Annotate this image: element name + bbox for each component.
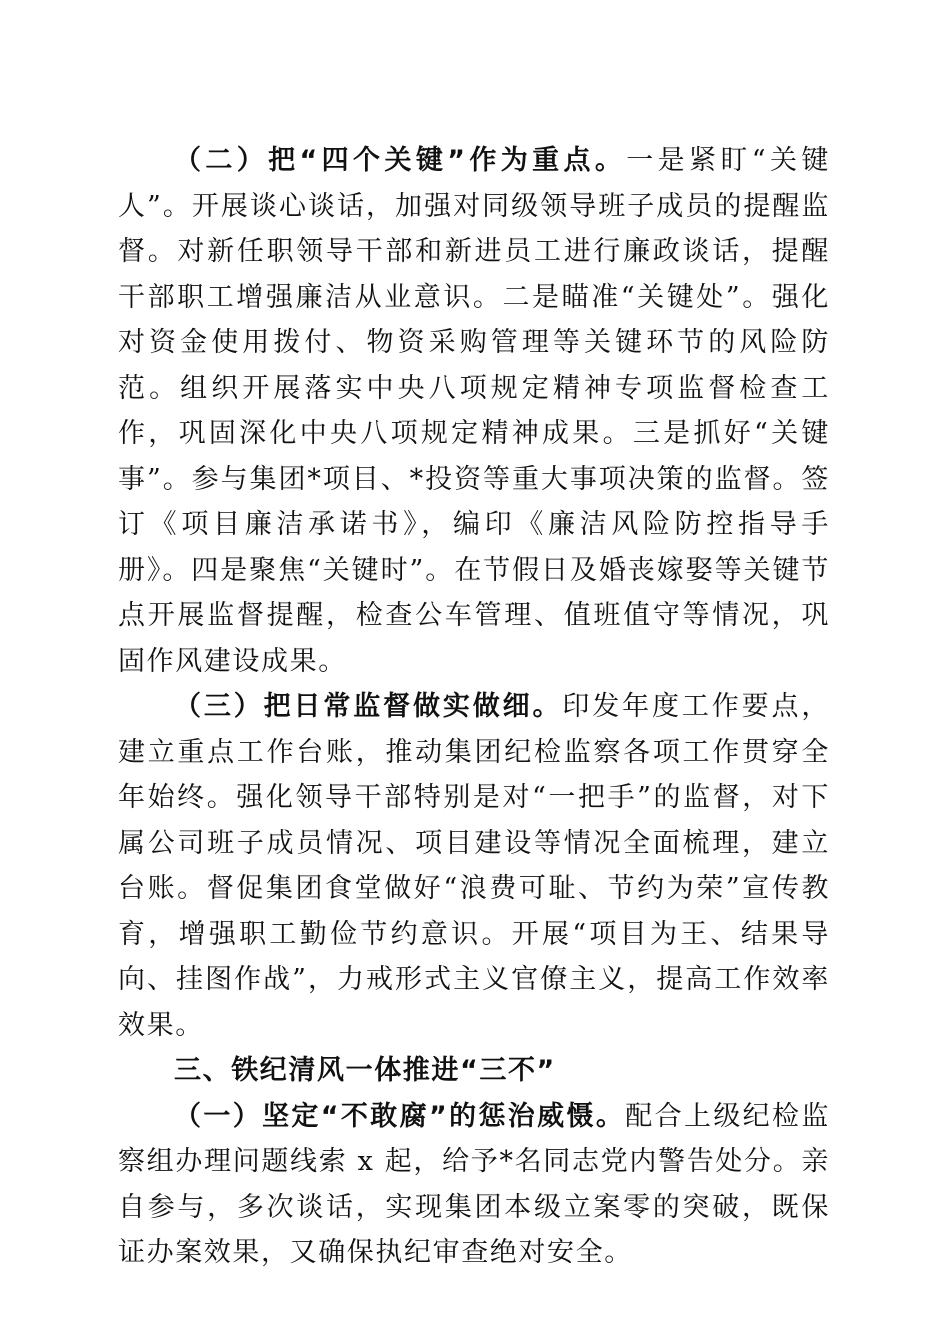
- document-body: [118, 138, 830, 1276]
- paragraph-four-keys: [118, 138, 830, 684]
- paragraph-text: 配合上级纪检监察组办理问题线索 x 起，给予*名同志党内警告处分。亲自参与，多次谈话，实现集团本级立案零的突破，既保证办案效果，又确保执纪审查绝对安全。: [118, 1100, 831, 1268]
- paragraph-text: 一是紧盯“关键人”。开展谈心谈话，加强对同级领导班子成员的提醒监督。对新任职领导干部和新进员工进行廉政谈话，提醒干部职工增强廉洁从业意识。二是瞄准“关键处”。强化对资金使用拨付、物资采购管理等关键环节的风险防范。组织开展落实中央八项规定精神专项监督检查工作，巩固深化中央八项规定精神成果。三是抓好“关键事”。参与集团*项目、*投资等重大事项决策的监督。签订《项目廉洁承诺书》，编印《廉洁风险防控指导手册》。四是聚焦“关键时”。在节假日及婚丧嫁娶等关键节点开展监督提醒，检查公车管理、值班值守等情况，巩固作风建设成果。: [118, 145, 830, 677]
- paragraph-lead: （二）把“四个关键”作为重点。: [174, 145, 627, 176]
- paragraph-deterrence: [118, 1094, 830, 1276]
- section-heading: 三、铁纪清风一体推进“三不”: [174, 1055, 556, 1086]
- paragraph-lead: （一）坚定“不敢腐”的惩治威慑。: [174, 1100, 626, 1132]
- paragraph-daily-supervision: [118, 684, 830, 1048]
- paragraph-lead: （三）把日常监督做实做细。: [174, 691, 563, 722]
- paragraph-text: 印发年度工作要点，建立重点工作台账，推动集团纪检监察各项工作贯穿全年始终。强化领导干部特别是对“一把手”的监督，对下属公司班子成员情况、项目建设等情况全面梳理，建立台账。督促集团食堂做好“浪费可耻、节约为荣”宣传教育，增强职工勤俭节约意识。开展“项目为王、结果导向、挂图作战”，力戒形式主义官僚主义，提高工作效率效果。: [118, 691, 830, 1041]
